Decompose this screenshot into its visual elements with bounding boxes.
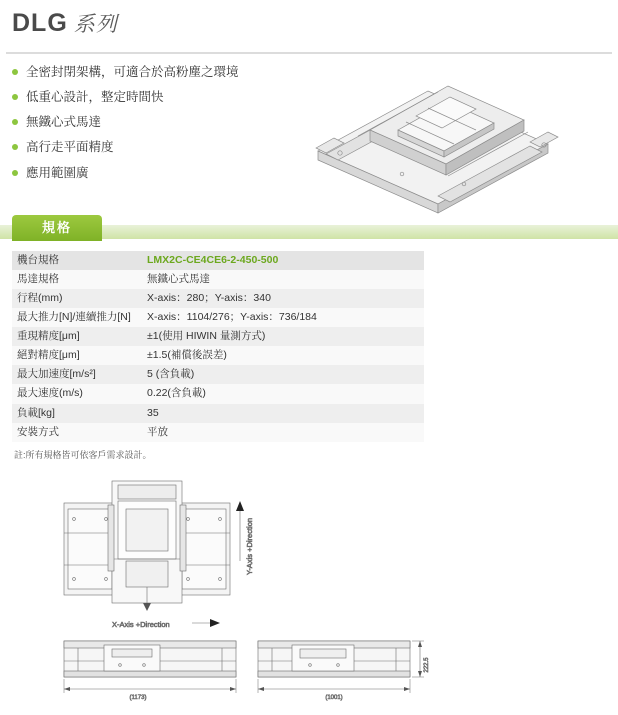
page-title xyxy=(12,10,606,38)
spec-section-header xyxy=(0,215,618,241)
table-row xyxy=(12,423,424,442)
spec-key: 重現精度[μm] xyxy=(12,327,142,346)
y-axis-direction-label: Y-Axis +Direction xyxy=(245,517,254,575)
spec-value: ±1(使用 HIWIN 量測方式) xyxy=(142,327,424,346)
spec-table xyxy=(12,251,424,442)
technical-drawings xyxy=(0,475,618,715)
spec-value: LMX2C-CE4CE6-2-450-500 xyxy=(142,251,424,270)
spec-note: 註:所有規格皆可依客戶需求設計。 xyxy=(14,449,152,460)
list-item: 低重心設計，整定時間快 xyxy=(12,89,282,105)
section-tab-spec: 規格 xyxy=(12,215,102,241)
table-row xyxy=(12,365,424,384)
spec-value: 0.22(含負載) xyxy=(142,384,424,403)
spec-key: 最大推力[N]/連續推力[N] xyxy=(12,308,142,327)
list-item: 應用範圍廣 xyxy=(12,165,282,181)
table-row xyxy=(12,251,424,270)
table-row xyxy=(12,289,424,308)
table-row xyxy=(12,404,424,423)
x-axis-direction-label: X-Axis +Direction xyxy=(112,619,170,629)
spec-table-wrap xyxy=(0,241,618,461)
spec-key: 行程(mm) xyxy=(12,289,142,308)
spec-key: 機台規格 xyxy=(12,251,142,270)
spec-key: 最大速度(m/s) xyxy=(12,384,142,403)
dimension-bottom-width: (1001) xyxy=(325,694,343,701)
dimension-front-width: (1173) xyxy=(129,694,147,701)
spec-value: X-axis：280；Y-axis：340 xyxy=(142,289,424,308)
spec-key: 絕對精度[μm] xyxy=(12,346,142,365)
spec-key: 安裝方式 xyxy=(12,423,142,442)
table-row xyxy=(12,308,424,327)
page-title-series: 系列 xyxy=(73,13,118,36)
list-item: 全密封閉架構，可適合於高粉塵之環境 xyxy=(12,64,282,80)
table-row xyxy=(12,346,424,365)
table-row xyxy=(12,384,424,403)
spec-value: 5 (含負載) xyxy=(142,365,424,384)
table-row xyxy=(12,327,424,346)
list-item: 無鐵心式馬達 xyxy=(12,114,282,130)
table-row xyxy=(12,270,424,289)
spec-key: 最大加速度[m/s²] xyxy=(12,365,142,384)
spec-value: 平放 xyxy=(142,423,424,442)
page-title-model: DLG xyxy=(12,9,68,37)
dimension-side-height: 222.5 xyxy=(424,657,430,673)
list-item: 高行走平面精度 xyxy=(12,139,282,155)
spec-key: 馬達規格 xyxy=(12,270,142,289)
spec-value: X-axis：1104/276；Y-axis：736/184 xyxy=(142,308,424,327)
feature-list xyxy=(12,64,282,181)
title-bar xyxy=(0,0,618,44)
spec-value: 35 xyxy=(142,404,424,423)
spec-key: 負載[kg] xyxy=(12,404,142,423)
product-illustration xyxy=(298,56,578,206)
spec-value: 無鐵心式馬達 xyxy=(142,270,424,289)
intro-section xyxy=(0,54,618,209)
spec-value: ±1.5(補償後誤差) xyxy=(142,346,424,365)
